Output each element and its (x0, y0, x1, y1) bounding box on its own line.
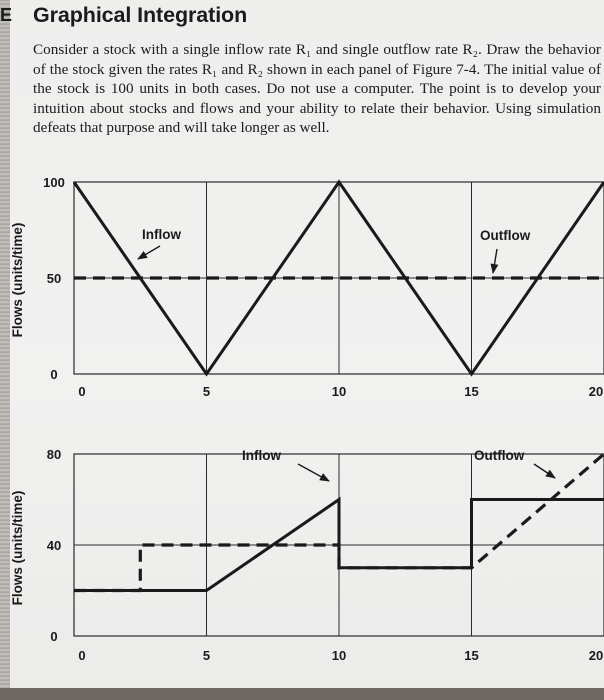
y-tick-label: 0 (50, 629, 58, 644)
x-tick-label: 5 (202, 384, 211, 399)
annotation-arrow-outflow (534, 464, 555, 478)
section-title: Graphical Integration (33, 3, 248, 27)
x-tick-label: 20 (588, 648, 604, 663)
annotation-label-inflow: Inflow (142, 227, 181, 242)
annotation-label-outflow: Outflow (480, 228, 531, 243)
y-tick-label: 50 (46, 271, 62, 286)
page-binding-edge (0, 0, 13, 700)
y-tick-label: 100 (43, 175, 65, 190)
y-tick-label: 80 (46, 447, 62, 462)
figure-7-4 (10, 158, 604, 688)
x-tick-label: 10 (331, 384, 347, 399)
annotation-arrow-outflow (493, 249, 497, 273)
x-tick-label: 0 (78, 648, 86, 663)
annotation-arrow-inflow (138, 246, 160, 259)
page-bottom-edge (0, 688, 604, 700)
annotation-label-outflow: Outflow (474, 448, 525, 463)
annotation-arrow-inflow (298, 464, 329, 481)
x-tick-label: 20 (588, 384, 604, 399)
y-tick-label: 0 (50, 367, 58, 382)
x-tick-label: 0 (78, 384, 86, 399)
panel-bottom (10, 447, 604, 663)
exercise-paragraph: Consider a stock with a single inflow rate R₁ and single outflow rate R₂. Draw the behavior of the stock given the rates R₁ and R₂ shown in each panel of Figure 7-4. The initial value of the stock is 100 units in both cases. Do not use a computer. The point is to develop your intuition about stocks and flows and your ability to relate their behavior. Using simulation defeats that purpose and will take longer as well. (33, 41, 601, 137)
page-corner-mark: E (0, 5, 13, 25)
y-axis-label: Flows (units/time) (10, 222, 25, 338)
x-tick-label: 15 (464, 384, 479, 399)
annotation-label-inflow: Inflow (242, 448, 281, 463)
x-tick-label: 15 (464, 648, 479, 663)
x-tick-label: 10 (331, 648, 347, 663)
y-tick-label: 40 (46, 538, 62, 553)
x-tick-label: 5 (202, 648, 211, 663)
exercise-text (33, 40, 601, 138)
panel-top (10, 175, 604, 399)
y-axis-label: Flows (units/time) (10, 490, 25, 606)
